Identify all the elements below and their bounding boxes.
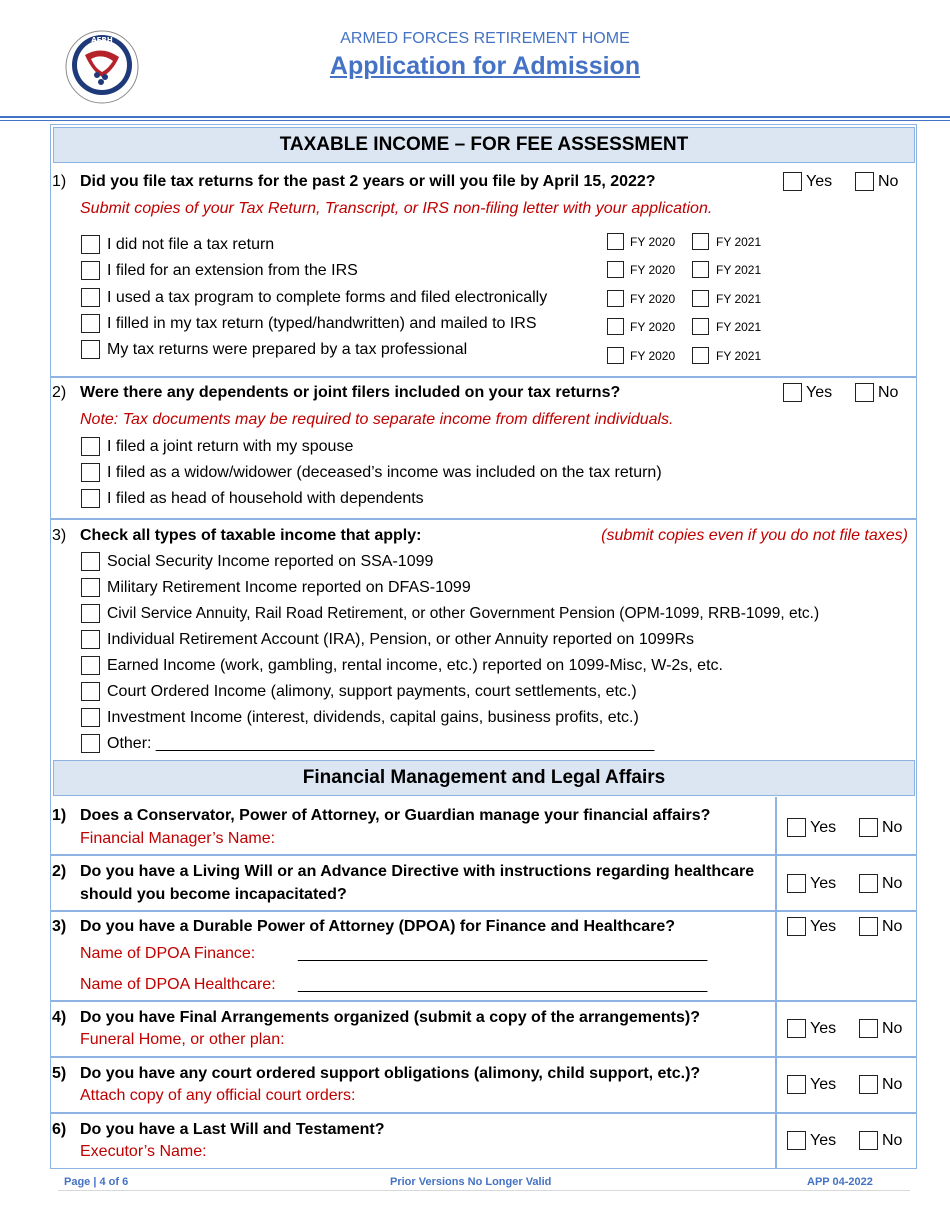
financial-manager-label: Financial Manager’s Name: (80, 830, 276, 847)
yes-checkbox[interactable] (787, 818, 806, 837)
fy2021-label: FY 2021 (716, 263, 762, 277)
yes-label: Yes (806, 384, 833, 401)
no-label: No (882, 918, 903, 935)
question-number: 5) (52, 1065, 67, 1082)
question-text: Do you have a Living Will or an Advance Directive with instructions regarding healthcare (80, 863, 755, 880)
fy2021-label: FY 2021 (716, 320, 762, 334)
no-label: No (882, 1076, 903, 1093)
fy2021-label: FY 2021 (716, 235, 762, 249)
fy2020-label: FY 2020 (630, 263, 676, 277)
question-number: 3) (52, 527, 67, 544)
fy2020-label: FY 2020 (630, 292, 676, 306)
footer-rule (58, 1190, 910, 1191)
question-text: Does a Conservator, Power of Attorney, or Guardian manage your financial affairs? (80, 807, 711, 824)
question-number: 2) (52, 863, 67, 880)
fy2020-checkbox[interactable] (607, 233, 624, 250)
no-checkbox[interactable] (859, 874, 878, 893)
yes-label: Yes (810, 1076, 837, 1093)
question-text: Were there any dependents or joint filers included on your tax returns? (80, 384, 621, 401)
option-checkbox[interactable] (81, 552, 100, 571)
yes-checkbox[interactable] (787, 1131, 806, 1150)
option-checkbox[interactable] (81, 708, 100, 727)
yes-label: Yes (810, 1132, 837, 1149)
option-checkbox[interactable] (81, 261, 100, 280)
fy2021-checkbox[interactable] (692, 318, 709, 335)
option-label: Individual Retirement Account (IRA), Pension, or other Annuity reported on 1099Rs (107, 631, 694, 648)
no-label: No (878, 384, 899, 401)
question-number: 2) (52, 384, 67, 401)
yes-checkbox[interactable] (787, 1075, 806, 1094)
option-checkbox[interactable] (81, 630, 100, 649)
yes-checkbox[interactable] (783, 172, 802, 191)
question-number: 1) (52, 807, 67, 824)
no-label: No (878, 173, 899, 190)
no-checkbox[interactable] (859, 1019, 878, 1038)
dpoa-finance-label: Name of DPOA Finance: (80, 945, 256, 962)
header-rule (0, 116, 950, 118)
taxable-income-heading: TAXABLE INCOME – FOR FEE ASSESSMENT (53, 127, 915, 163)
fy2020-checkbox[interactable] (607, 318, 624, 335)
fy2020-label: FY 2020 (630, 349, 676, 363)
divider (51, 854, 916, 856)
instruction-note: (submit copies even if you do not file taxes) (601, 527, 908, 544)
question-text: Do you have a Last Will and Testament? (80, 1121, 385, 1138)
option-label: Court Ordered Income (alimony, support payments, court settlements, etc.) (107, 683, 637, 700)
fy2021-checkbox[interactable] (692, 347, 709, 364)
option-checkbox[interactable] (81, 578, 100, 597)
question-text: Check all types of taxable income that apply: (80, 527, 422, 544)
divider (51, 518, 916, 520)
yes-label: Yes (810, 875, 837, 892)
divider (51, 910, 916, 912)
option-label: I filed for an extension from the IRS (107, 262, 358, 279)
option-label: I filled in my tax return (typed/handwritten) and mailed to IRS (107, 315, 537, 332)
option-label: My tax returns were prepared by a tax professional (107, 341, 468, 358)
question-text: Did you file tax returns for the past 2 years or will you file by April 15, 2022? (80, 173, 656, 190)
form-code: APP 04-2022 (807, 1176, 873, 1188)
option-checkbox[interactable] (81, 734, 100, 753)
fy2020-checkbox[interactable] (607, 261, 624, 278)
org-name: ARMED FORCES RETIREMENT HOME (340, 30, 630, 47)
divider (51, 1056, 916, 1058)
option-checkbox[interactable] (81, 314, 100, 333)
yes-label: Yes (810, 819, 837, 836)
no-checkbox[interactable] (859, 917, 878, 936)
option-checkbox[interactable] (81, 656, 100, 675)
dpoa-healthcare-label: Name of DPOA Healthcare: (80, 976, 276, 993)
option-label: I used a tax program to complete forms and filed electronically (107, 289, 548, 306)
divider (51, 376, 916, 378)
option-label: Civil Service Annuity, Rail Road Retirement, or other Government Pension (OPM-1099, RRB-1099, etc.) (107, 605, 820, 622)
yes-checkbox[interactable] (787, 917, 806, 936)
option-label: Military Retirement Income reported on DFAS-1099 (107, 579, 471, 596)
fy2021-label: FY 2021 (716, 349, 762, 363)
option-label: I filed as a widow/widower (deceased’s income was included on the tax return) (107, 464, 662, 481)
question-text: should you become incapacitated? (80, 886, 347, 903)
question-text: Do you have Final Arrangements organized (submit a copy of the arrangements)? (80, 1009, 700, 1026)
yes-checkbox[interactable] (783, 383, 802, 402)
option-checkbox[interactable] (81, 288, 100, 307)
fy2020-checkbox[interactable] (607, 347, 624, 364)
option-checkbox[interactable] (81, 604, 100, 623)
option-label: I filed as head of household with dependents (107, 490, 424, 507)
fy2020-label: FY 2020 (630, 320, 676, 334)
fy2020-label: FY 2020 (630, 235, 676, 249)
version-notice: Prior Versions No Longer Valid (390, 1176, 552, 1188)
header-rule-thin (0, 120, 950, 121)
question-number: 4) (52, 1009, 67, 1026)
no-label: No (882, 1132, 903, 1149)
instruction-note: Note: Tax documents may be required to separate income from different individuals. (80, 411, 674, 428)
yes-label: Yes (810, 1020, 837, 1037)
funeral-home-label: Funeral Home, or other plan: (80, 1031, 285, 1048)
yes-checkbox[interactable] (787, 1019, 806, 1038)
no-checkbox[interactable] (859, 1131, 878, 1150)
instruction-note: Submit copies of your Tax Return, Transcript, or IRS non-filing letter with your application. (80, 200, 713, 217)
no-label: No (882, 819, 903, 836)
option-label: Social Security Income reported on SSA-1099 (107, 553, 434, 570)
no-checkbox[interactable] (859, 1075, 878, 1094)
dpoa-healthcare-field[interactable]: ______________________________________________ (298, 976, 708, 993)
no-label: No (882, 1020, 903, 1037)
question-number: 1) (52, 173, 67, 190)
page-title (0, 52, 950, 81)
option-checkbox[interactable] (81, 682, 100, 701)
option-checkbox[interactable] (81, 463, 100, 482)
option-label: Investment Income (interest, dividends, capital gains, business profits, etc.) (107, 709, 639, 726)
option-checkbox[interactable] (81, 437, 100, 456)
option-label: I did not file a tax return (107, 236, 275, 253)
fy2021-checkbox[interactable] (692, 233, 709, 250)
question-number: 3) (52, 918, 67, 935)
option-checkbox[interactable] (81, 489, 100, 508)
yes-label: Yes (810, 918, 837, 935)
question-text: Do you have any court ordered support obligations (alimony, child support, etc.)? (80, 1065, 701, 1082)
no-checkbox[interactable] (855, 172, 874, 191)
yes-label: Yes (806, 173, 833, 190)
fy2020-checkbox[interactable] (607, 290, 624, 307)
option-checkbox[interactable] (81, 235, 100, 254)
no-label: No (882, 875, 903, 892)
yes-checkbox[interactable] (787, 874, 806, 893)
divider (51, 1000, 916, 1002)
no-checkbox[interactable] (855, 383, 874, 402)
question-text: Do you have a Durable Power of Attorney (DPOA) for Finance and Healthcare? (80, 918, 676, 935)
option-label: I filed a joint return with my spouse (107, 438, 354, 455)
divider (51, 1112, 916, 1114)
logo-text: AFRH (91, 36, 113, 44)
dpoa-finance-field[interactable]: ______________________________________________ (298, 945, 708, 962)
option-checkbox[interactable] (81, 340, 100, 359)
fy2021-checkbox[interactable] (692, 261, 709, 278)
financial-heading: Financial Management and Legal Affairs (53, 760, 915, 796)
fy2021-label: FY 2021 (716, 292, 762, 306)
page-number: Page | 4 of 6 (64, 1176, 129, 1188)
question-number: 6) (52, 1121, 67, 1138)
page-title-text: Application for Admission (329, 52, 641, 80)
court-orders-label: Attach copy of any official court orders: (80, 1087, 356, 1104)
executor-label: Executor’s Name: (80, 1143, 207, 1160)
other-field[interactable]: Other: ________________________________________________________ (107, 735, 655, 752)
fy2021-checkbox[interactable] (692, 290, 709, 307)
option-label: Earned Income (work, gambling, rental income, etc.) reported on 1099-Misc, W-2s, etc. (107, 657, 723, 674)
no-checkbox[interactable] (859, 818, 878, 837)
